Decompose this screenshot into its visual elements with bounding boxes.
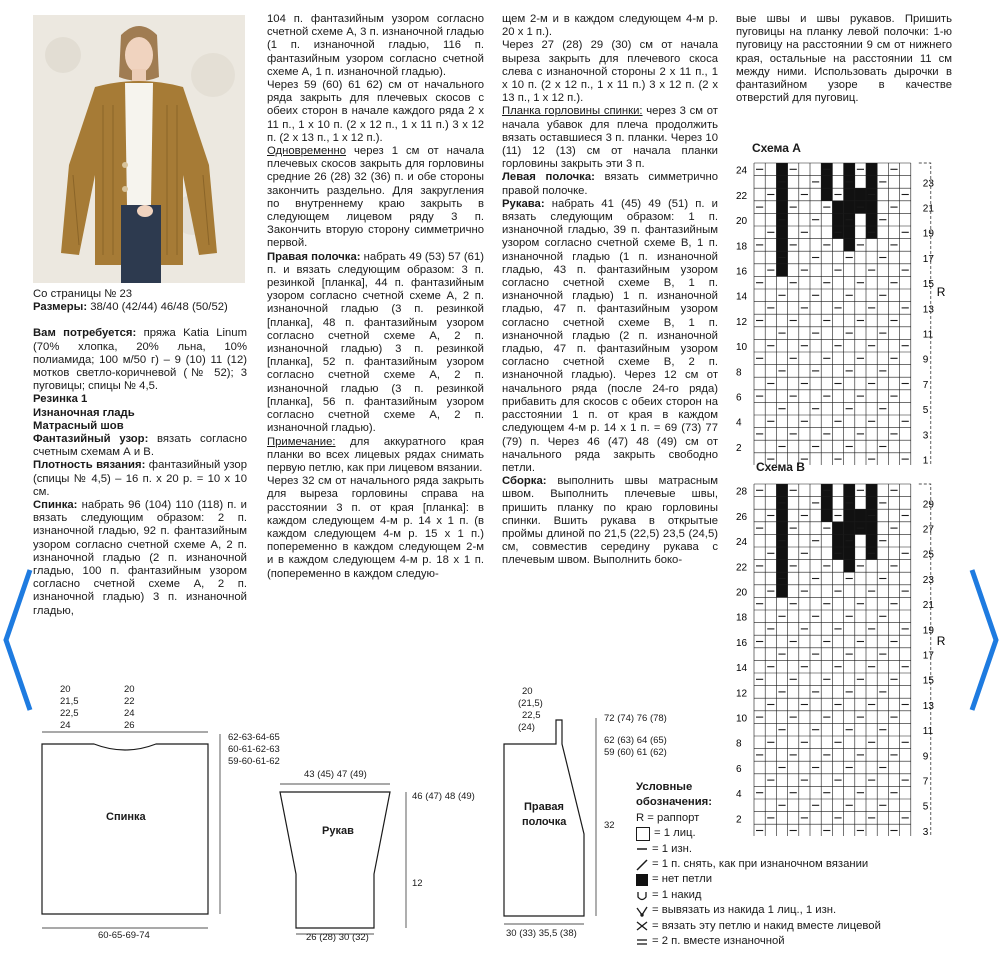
row-number-label: 13	[922, 700, 934, 712]
gauge: Плотность вязания: фантазийный узор (спицы № 4,5) – 16 п. х 20 р. = 10 х 10 см.	[33, 459, 247, 498]
back-schematic	[30, 682, 292, 942]
no-stitch-symbol-icon	[636, 874, 648, 886]
fancy-pattern: Фантазийный узор: вязать согласно счетным схемам А и В.	[33, 433, 247, 459]
row-number-label: 7	[922, 776, 929, 788]
row-number-label: 11	[922, 726, 934, 738]
row-number-label: 19	[922, 625, 934, 637]
no-stitch-cell	[821, 163, 832, 201]
row-number-label: 12	[736, 316, 748, 328]
schema-b-title: Схема В	[756, 460, 805, 474]
bottom-width: 26 (28) 30 (32)	[306, 932, 369, 943]
row-number-label: 21	[922, 203, 934, 215]
row-number-label: 27	[922, 524, 934, 536]
neck-measure: 20	[60, 684, 71, 695]
piece-label: Правая	[524, 801, 564, 813]
row-number-label: 10	[736, 713, 748, 725]
back-instructions: Спинка: набрать 96 (104) 110 (118) п. и вязать следующим образом: 2 п. изнаночной гладью, 92 п. фантазийным узором согласно счетной схеме А, 2 п. изнаночной гладью (2 п. изнаночной гладью, 100 п. фантазийным узором согласно счетной схеме А, 2 п. изнаночной гладью) 3 п. изнаночной гладью,	[33, 499, 247, 617]
sizes: Размеры: 38/40 (42/44) 46/48 (50/52)	[33, 301, 228, 314]
legend-item: = 1 лиц.	[636, 826, 881, 841]
row-number-label: 23	[922, 178, 934, 190]
neck-measure: 22	[124, 696, 135, 707]
row-number-label: 17	[922, 650, 934, 662]
neck-measure: (24)	[518, 722, 535, 733]
row-number-label: 9	[922, 354, 929, 366]
row-number-label: 17	[922, 253, 934, 265]
row-number-label: 8	[736, 367, 742, 379]
row-number-label: 2	[736, 442, 742, 454]
row-number-label: 16	[736, 637, 748, 649]
legend-item: = 2 п. вместе изнаночной	[636, 934, 881, 949]
height-measure: 32	[604, 820, 615, 831]
paragraph: Одновременно через 1 см от начала плечевых скосов закрыть для горловины средние 26 (28) 32 (36) п. и обе стороны закончить раздельно. Для закругления по внутреннему краю закрыть в следующем лицевом ряду 3 п. Закончить вторую сторону симметрично первой.	[267, 145, 484, 250]
row-number-label: 20	[736, 216, 748, 228]
technique-purl: Изнаночная гладь	[33, 406, 135, 419]
legend-item: = 1 п. снять, как при изнаночном вязании	[636, 857, 881, 872]
width-measure: 30 (33) 35,5 (38)	[506, 928, 577, 939]
legend	[636, 780, 881, 949]
technique-mattress: Матрасный шов	[33, 419, 124, 432]
height-measure: 59 (60) 61 (62)	[604, 747, 667, 758]
row-number-label: 14	[736, 291, 748, 303]
legend-title: обозначения:	[636, 796, 713, 809]
left-front-instructions: Левая полочка: вязать симметрично правой полочке.	[502, 171, 718, 197]
no-stitch-cell	[844, 163, 855, 251]
neck-measure: 22,5	[522, 710, 541, 721]
row-number-label: 9	[922, 751, 929, 763]
assembly-instructions: Сборка: выполнить швы матрасным швом. Выполнить плечевые швы, пришить планку по краю горловины спинки. Вшить рукава в открытые проймы длиной по 21,5 (22,5) 23,5 (24,5) см, совместив середину рукава с плечевым швом. Выполнить боко-	[502, 475, 718, 567]
row-number-label: 24	[736, 537, 748, 549]
height-measure: 60-61-62-63	[228, 744, 280, 755]
row-number-label: 14	[736, 663, 748, 675]
materials: Вам потребуется: пряжа Katia Linum (70% хлопка, 20% льна, 10% полиамида; 100 м/50 г) – 9 (10) 11 (12) мотков светло-коричневой (№ 52); 3 пуговицы; спицы № 4,5.	[33, 327, 247, 393]
cuff-height: 12	[412, 878, 423, 889]
legend-item: = вывязать из накида 1 лиц., 1 изн.	[636, 903, 881, 918]
row-number-label: 2	[736, 814, 742, 826]
height-measure: 59-60-61-62	[228, 756, 280, 767]
purl-symbol-icon	[636, 843, 648, 855]
model-photo	[33, 15, 245, 283]
row-number-label: 4	[736, 789, 742, 801]
knit-together-symbol-icon	[636, 920, 648, 932]
row-number-label: 4	[736, 417, 742, 429]
repeat-marker: R	[936, 285, 946, 300]
row-number-label: 8	[736, 738, 742, 750]
schema-a-title: Схема А	[752, 141, 801, 155]
paragraph: вые швы и швы рукавов. Пришить пуговицы на планку левой полочки: 1-ю пуговицу на расстоянии 9 см от нижнего края, остальные на расстоянии 11 см между ними. Использовать дырочки в фантазийном узоре в качестве отверстий для пуговиц.	[736, 13, 952, 105]
neck-measure: 21,5	[60, 696, 79, 707]
row-number-label: 1	[922, 455, 929, 465]
column-2	[267, 13, 484, 581]
row-number-label: 5	[922, 405, 929, 417]
legend-item: = 1 изн.	[636, 842, 881, 857]
neck-measure: 20	[522, 686, 533, 697]
paragraph: Через 59 (60) 61 62) см от начального ряда закрыть для плечевых скосов с обеих сторон в начале каждого ряда 2 х 11 п., 1 х 10 п. (2 х 12 п., 1 х 11 п.) 3 х 12 п. (2 х 13 п., 1 х 12 п.).	[267, 79, 484, 144]
sleeve-length: 46 (47) 48 (49)	[412, 791, 475, 802]
row-number-label: 18	[736, 241, 748, 253]
sleeve-schematic	[272, 766, 494, 946]
neck-measure: 24	[124, 708, 135, 719]
row-number-label: 24	[736, 165, 748, 177]
paragraph: Через 27 (28) 29 (30) см от начала выреза закрыть для плечевого скоса слева с изнаночной стороны 2 х 11 п., 1 х 10 п. (2 х 12 п., 1 х 11 п.) 3 х 12 п. (2 х 13 п., 1 х 12 п.).	[502, 39, 718, 105]
chart-grid	[754, 163, 911, 465]
technique-rib: Резинка 1	[33, 393, 88, 406]
row-number-label: 16	[736, 266, 748, 278]
piece-label: Спинка	[106, 811, 146, 823]
column-3	[502, 13, 718, 568]
legend-item: = нет петли	[636, 872, 881, 887]
no-stitch-cell	[821, 484, 832, 522]
slip-symbol-icon	[636, 859, 648, 871]
row-number-label: 13	[922, 304, 934, 316]
knit-purl-from-yo-icon	[636, 905, 648, 917]
width-measure: 60-65-69-74	[98, 930, 150, 941]
repeat-marker: R	[936, 633, 946, 648]
right-front-instructions: Правая полочка: набрать 49 (53) 57 (61) п. и вязать следующим образом: 3 п. резинкой [планка], 44 п. фантазийным узором согласно счетной схеме А, 2 п. изнаночной гладью (3 п. резинкой [планка], 48 п. фантазийным узором согласно счетной схеме А, 2 п. изнаночной гладью) 3 п. резинкой [планка], 52 п. фантазийным узором согласно счетной схеме А, 2 п. изнаночной гладью (3 п. резинкой [планка], 56 п. фантазийным узором согласно счетной схеме А, 2 п. изнаночной гладью).	[267, 250, 484, 435]
height-measure: 72 (74) 76 (78)	[604, 713, 667, 724]
paragraph: Планка горловины спинки: через 3 см от начала убавок для плеча продолжить вязать оставшиеся 3 п. планки. Через 10 (11) 12 (13) см от начала планки горловины закрыть эти 3 п.	[502, 105, 718, 171]
no-stitch-cell	[832, 201, 843, 239]
row-number-label: 22	[736, 190, 748, 202]
row-number-label: 12	[736, 688, 748, 700]
paragraph: Через 32 см от начального ряда закрыть для выреза горловины справа на расстоянии 3 п. от края [планка]: в каждом следующем 4-м р. 14 х 1 п. (в каждом следующем 4-м р. 15 х 1 п.) попеременно в каждом следующем 2-м и в каждом следующем 4-м р. 18 х 1 п. (попеременно в каждом следую-	[267, 475, 484, 580]
previous-page-chevron-icon[interactable]	[0, 560, 40, 720]
neck-measure: 26	[124, 720, 135, 731]
row-number-label: 11	[922, 329, 934, 341]
row-number-label: 28	[736, 486, 748, 498]
height-measure: 62-63-64-65	[228, 732, 280, 743]
note: Примечание: для аккуратного края планки во всех лицевых рядах снимать первую петлю, как при лицевом вязании.	[267, 435, 484, 474]
height-measure: 62 (63) 64 (65)	[604, 735, 667, 746]
model-illustration	[33, 15, 245, 283]
top-width: 43 (45) 47 (49)	[304, 769, 367, 780]
row-number-label: 6	[736, 763, 742, 775]
row-number-label: 7	[922, 379, 929, 391]
legend-item: = 1 накид	[636, 888, 881, 903]
column-1	[33, 288, 247, 618]
source-note: Со страницы № 23	[33, 288, 133, 300]
row-number-label: 5	[922, 801, 929, 813]
next-page-chevron-icon[interactable]	[962, 560, 1002, 720]
row-number-label: 22	[736, 562, 748, 574]
row-number-label: 3	[922, 826, 929, 836]
row-number-label: 15	[922, 279, 934, 291]
paragraph: щем 2-м и в каждом следующем 4-м р. 20 х 1 п.).	[502, 13, 718, 39]
no-stitch-cell	[832, 522, 843, 560]
row-number-label: 25	[922, 549, 934, 561]
row-number-label: 19	[922, 228, 934, 240]
yarn-over-symbol-icon	[636, 890, 648, 902]
piece-label: Рукав	[322, 825, 354, 837]
legend-title: Условные	[636, 781, 693, 793]
row-number-label: 3	[922, 430, 929, 442]
neck-measure: 22,5	[60, 708, 79, 719]
row-number-label: 20	[736, 587, 748, 599]
row-number-label: 21	[922, 600, 934, 612]
row-number-label: 18	[736, 612, 748, 624]
legend-item: R = раппорт	[636, 811, 700, 824]
sleeve-instructions: Рукава: набрать 41 (45) 49 (51) п. и вязать следующим образом: 1 п. изнаночной гладью, 39 п. фантазийным узором согласно счетной схеме В, 1 п. изнаночной гладью (1 п. изнаночной гладью, 43 п. фантазийным узором согласно счетной схеме В, 1 п. изнаночной гладью) 1 п. изнаночной гладью, 47 п. фантазийным узором согласно счетной схеме В, 1 п. изнаночной гладью (2 п. изнаночной гладью, 47 п. фантазийным узором согласно счетной схеме В, 2 п. изнаночной гладью). Через 12 см от начального ряда (после 24-го ряда) прибавить для скосов с обеих сторон на расстоянии 1 п. от края в каждом следующем 4-м р. 14 х 1 п. = 69 (73) 77 (79) п. Через 46 (47) 48 (49) см от начального ряда закрыть свободно петли.	[502, 197, 718, 474]
column-4	[736, 13, 952, 105]
knit-symbol-icon	[636, 827, 650, 841]
paragraph: 104 п. фантазийным узором согласно счетной схеме А, 3 п. изнаночной гладью (1 п. изнаночной гладью, 116 п. фантазийным узором согласно счетной схеме А, 1 п. изнаночной гладью).	[267, 13, 484, 78]
neck-measure: 20	[124, 684, 135, 695]
purl-two-together-icon	[636, 936, 648, 948]
no-stitch-cell	[844, 484, 855, 572]
row-number-label: 23	[922, 574, 934, 586]
neck-measure: (21,5)	[518, 698, 543, 709]
piece-label: полочка	[522, 816, 567, 828]
neck-measure: 24	[60, 720, 71, 731]
row-number-label: 26	[736, 511, 748, 523]
row-number-label: 6	[736, 392, 742, 404]
row-number-label: 29	[922, 499, 934, 511]
row-number-label: 15	[922, 675, 934, 687]
legend-item: = вязать эту петлю и накид вместе лицевой	[636, 919, 881, 934]
schema-a-chart	[734, 155, 974, 465]
row-number-label: 10	[736, 342, 748, 354]
